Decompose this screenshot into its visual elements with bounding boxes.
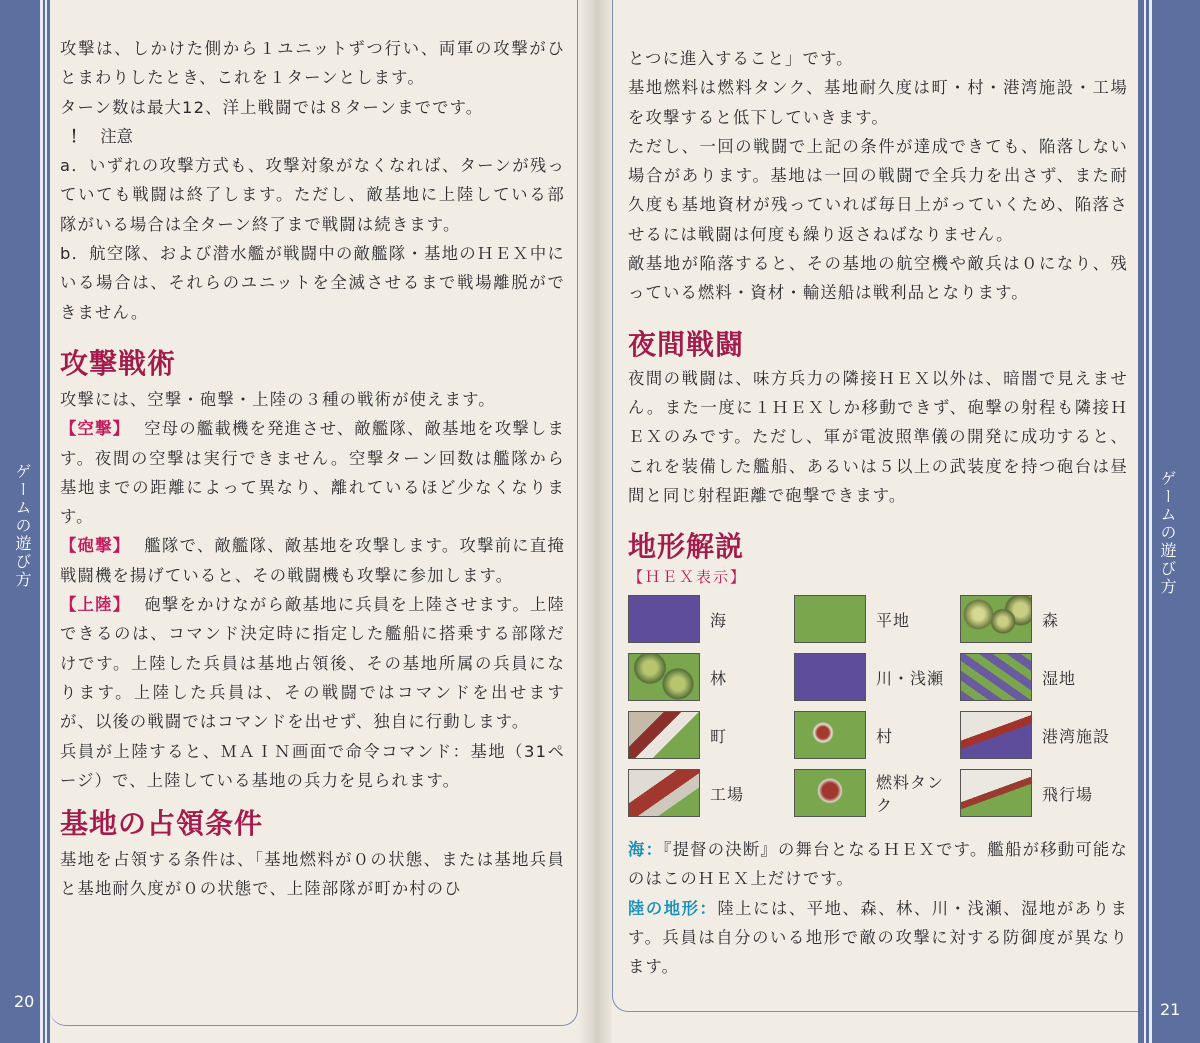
hex-label: 森	[1042, 610, 1060, 630]
tactic-air	[60, 414, 565, 531]
hex-item	[960, 769, 1126, 817]
hex-item	[628, 711, 794, 759]
hex-item	[628, 769, 794, 817]
hex-label: 海	[710, 610, 728, 630]
right-page-column	[628, 44, 1128, 982]
left-page-column	[60, 34, 565, 904]
tactic-text: 空母の艦載機を発進させ、敵艦隊、敵基地を攻撃します。夜間の空撃は実行できません。空撃ターン回数は艦隊から基地までの距離によって異なり、離れているほど少なくなります。	[60, 419, 565, 527]
note-item: b．航空隊、および潜水艦が戦闘中の敵艦隊・基地のＨＥＸ中にいる場合は、それらのユニットを全滅させるまで戦場離脱ができません。	[60, 244, 565, 322]
note-item: a．いずれの攻撃方式も、攻撃対象がなくなれば、ターンが残っていても戦闘は終了します。ただし、敵基地に上陸している部隊がいる場合は全ターン終了まで戦闘は続きます。	[60, 156, 565, 234]
tactic-tag: 【砲撃】	[60, 536, 131, 556]
sidebar-stripe	[1144, 0, 1146, 1043]
fuel-tank-tile-icon	[794, 769, 866, 817]
hex-label: 港湾施設	[1042, 726, 1111, 746]
hex-item	[960, 595, 1126, 643]
river-tile-icon	[794, 653, 866, 701]
forest-tile-icon	[960, 595, 1032, 643]
woods-tile-icon	[628, 653, 700, 701]
warning-icon: ！	[70, 126, 87, 146]
hex-item	[794, 653, 960, 701]
chapter-label: ゲームの遊び方	[13, 463, 32, 589]
tactic-tag: 【空撃】	[60, 419, 131, 439]
hex-item	[794, 595, 960, 643]
plain-tile-icon	[794, 595, 866, 643]
paragraph: 攻撃は、しかけた側から１ユニットずつ行い、両軍の攻撃がひとまわりしたとき、これを１ターンとします。	[60, 39, 565, 88]
hex-label: 林	[710, 668, 728, 688]
hex-label: 飛行場	[1042, 784, 1094, 804]
hex-terrain-grid	[628, 595, 1126, 817]
land-description	[628, 894, 1128, 982]
page-number: 20	[14, 992, 35, 1011]
sea-description	[628, 835, 1128, 894]
hex-label: 平地	[876, 610, 911, 630]
tactic-text: 艦隊で、敵艦隊、敵基地を攻撃します。攻撃前に直掩戦闘機を揚げていると、その戦闘機も攻撃に参加します。	[60, 536, 565, 585]
tactic-text: 砲撃をかけながら敵基地に兵員を上陸させます。上陸できるのは、コマンド決定時に指定した艦船に搭乗する部隊だけです。上陸した兵員は基地占領後、その基地所属の兵員になります。上陸した兵員は、その戦闘ではコマンドを出せますが、以後の戦闘ではコマンドを出せず、独自に行動します。	[60, 595, 565, 732]
paragraph: とつに進入すること」です。	[628, 49, 854, 68]
paragraph: 敵基地が陥落すると、その基地の航空機や敵兵は０になり、残っている燃料・資材・輸送船は戦利品となります。	[628, 254, 1128, 303]
hex-item	[794, 711, 960, 759]
page-number: 21	[1160, 1000, 1181, 1019]
tactic-tag: 【上陸】	[60, 595, 131, 615]
left-sidebar	[0, 0, 50, 1043]
book-gutter	[578, 0, 612, 1043]
chapter-label: ゲームの遊び方	[1158, 470, 1177, 596]
section-heading: 地形解説	[628, 530, 745, 564]
note-header	[60, 122, 565, 151]
right-sidebar	[1138, 0, 1200, 1043]
section-heading: 夜間戦闘	[628, 327, 745, 361]
section-heading: 攻撃戦術	[60, 346, 177, 380]
land-text: 陸上には、平地、森、林、川・浅瀬、湿地があります。兵員は自分のいる地形で敵の攻撃に対する防御度が異なります。	[628, 898, 1128, 977]
hex-item	[628, 653, 794, 701]
tactic-landing	[60, 590, 565, 736]
land-tag: 陸の地形：	[628, 898, 718, 918]
factory-tile-icon	[628, 769, 700, 817]
sidebar-stripe	[45, 0, 47, 1043]
paragraph: ただし、一回の戦闘で上記の条件が達成できても、陥落しない場合があります。基地は一回の戦闘で全兵力を出さず、また耐久度も基地資材が残っていれば毎日上がっていくため、陥落させるには戦闘は何度も繰り返さねばなりません。	[628, 136, 1128, 244]
hex-label: 工場	[710, 784, 745, 804]
hex-label: 湿地	[1042, 668, 1077, 688]
port-tile-icon	[960, 711, 1032, 759]
hex-label: 町	[710, 726, 728, 746]
sea-tag: 海：	[628, 840, 664, 860]
tactic-bombard	[60, 531, 565, 590]
town-tile-icon	[628, 711, 700, 759]
hex-label: 川・浅瀬	[876, 668, 945, 688]
note-title: 注意	[100, 126, 133, 146]
paragraph: ターン数は最大12、洋上戦闘では８ターンまでです。	[60, 97, 484, 117]
paragraph: 兵員が上陸すると、ＭＡＩＮ画面で命令コマンド：基地（31ページ）で、上陸している基地の兵力を見られます。	[60, 741, 565, 790]
paragraph: 基地を占領する条件は、「基地燃料が０の状態、または基地兵員と基地耐久度が０の状態で、上陸部隊が町か村のひ	[60, 850, 565, 899]
paragraph: 基地燃料は燃料タンク、基地耐久度は町・村・港湾施設・工場を攻撃すると低下していきます。	[628, 78, 1128, 127]
hex-item	[628, 595, 794, 643]
hex-item	[960, 711, 1126, 759]
sidebar-stripe	[40, 0, 43, 1043]
paragraph: 夜間の戦闘は、味方兵力の隣接ＨＥＸ以外は、暗闇で見えません。また一度に１ＨＥＸしか移動できず、砲撃の射程も隣接ＨＥＸのみです。ただし、軍が電波照準儀の開発に成功すると、これを装備した艦船、あるいは５以上の武装度を持つ砲台は昼間と同じ射程距離で砲撃できます。	[628, 368, 1128, 505]
hex-display-title: 【ＨＥＸ表示】	[628, 568, 748, 587]
sea-tile-icon	[628, 595, 700, 643]
village-tile-icon	[794, 711, 866, 759]
marsh-tile-icon	[960, 653, 1032, 701]
paragraph: 攻撃には、空撃・砲撃・上陸の３種の戦術が使えます。	[60, 389, 496, 409]
hex-item	[794, 769, 960, 817]
hex-label: 村	[876, 726, 894, 746]
section-heading: 基地の占領条件	[60, 807, 264, 841]
hex-item	[960, 653, 1126, 701]
hex-label: 燃料タンク	[876, 773, 945, 816]
sidebar-stripe	[1149, 0, 1152, 1043]
airfield-tile-icon	[960, 769, 1032, 817]
sea-text: 『提督の決断』の舞台となるＨＥＸです。艦船が移動可能なのはこのＨＥＸ上だけです。	[628, 840, 1128, 889]
